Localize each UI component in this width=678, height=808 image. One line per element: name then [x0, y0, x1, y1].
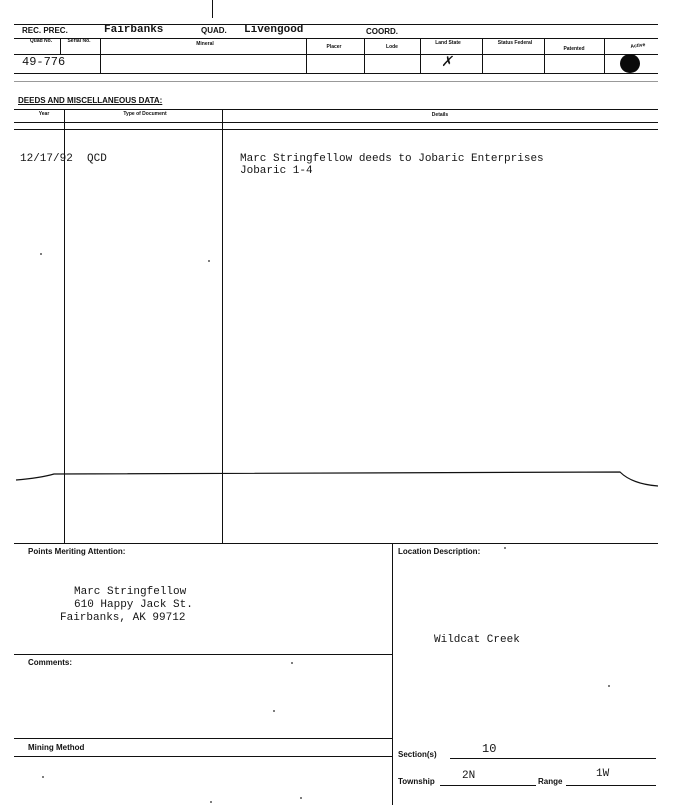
- col-lode: Lode: [386, 44, 398, 50]
- col-status-federal: Status Federal: [497, 40, 533, 46]
- scan-speck: [608, 685, 610, 687]
- comments-rule: [14, 654, 392, 655]
- points-line-2: 610 Happy Jack St.: [74, 599, 193, 611]
- points-label: Points Meriting Attention:: [28, 547, 126, 556]
- scan-speck: [273, 710, 275, 712]
- points-line-3: Fairbanks, AK 99712: [60, 612, 186, 624]
- rec-prec-value: Fairbanks: [104, 24, 164, 36]
- header-rule-faint: [14, 81, 658, 82]
- location-label: Location Description:: [398, 547, 481, 556]
- scan-speck: [42, 776, 44, 778]
- township-value: 2N: [462, 770, 476, 782]
- fold-line-decoration: [0, 466, 678, 496]
- deeds-rule-bottom: [14, 543, 658, 544]
- range-value: 1W: [596, 768, 610, 780]
- lower-divider: [392, 543, 393, 805]
- deeds-col-type: Type of Document: [123, 111, 167, 117]
- deed-year: 12/17/92: [20, 153, 73, 165]
- hdr-div-1: [60, 38, 61, 54]
- header-rule-bottom: [14, 73, 658, 74]
- mining-rule-2: [14, 756, 392, 757]
- deeds-col-details: Details: [431, 112, 449, 118]
- deed-details-line-1: Marc Stringfellow deeds to Jobaric Enterprises: [240, 153, 544, 165]
- location-value: Wildcat Creek: [434, 634, 520, 646]
- range-label: Range: [538, 777, 563, 786]
- scan-speck: [208, 260, 210, 262]
- scan-speck: [210, 801, 212, 803]
- hdr-div-3: [306, 38, 307, 73]
- quad-serial-value: 49-776: [22, 55, 66, 69]
- hdr-div-5: [420, 38, 421, 73]
- col-mineral: Mineral: [196, 41, 214, 47]
- deeds-section-title: DEEDS AND MISCELLANEOUS DATA:: [18, 96, 163, 105]
- mining-rule: [14, 738, 392, 739]
- township-underline: [440, 785, 536, 786]
- deed-type: QCD: [87, 153, 107, 165]
- quad-label: QUAD.: [201, 26, 227, 35]
- section-underline: [450, 758, 656, 759]
- deeds-rule-top: [14, 109, 658, 110]
- deeds-col-year: Year: [38, 111, 50, 117]
- col-serial-no: Serial No.: [67, 38, 91, 44]
- rec-prec-label: REC. PREC.: [22, 26, 68, 35]
- township-label: Township: [398, 777, 435, 786]
- top-tick-line: [212, 0, 213, 18]
- active-dot-icon: [620, 54, 640, 73]
- section-label: Section(s): [398, 750, 437, 759]
- header-rule-2: [14, 38, 658, 39]
- comments-label: Comments:: [28, 658, 73, 667]
- col-land-state: Land State: [435, 40, 461, 46]
- deed-details-line-2: Jobaric 1-4: [240, 165, 313, 177]
- mining-method-label: Mining Method: [28, 743, 85, 752]
- hdr-div-4: [364, 38, 365, 73]
- scan-speck: [291, 662, 293, 664]
- hdr-div-2: [100, 38, 101, 73]
- land-state-check-icon: ✗: [440, 54, 456, 70]
- header-rule-3: [14, 54, 658, 55]
- col-placer: Placer: [326, 44, 342, 50]
- range-underline: [566, 785, 656, 786]
- col-patented: Patented: [563, 46, 585, 52]
- scan-speck: [300, 797, 302, 799]
- section-value: 10: [482, 742, 497, 756]
- deeds-rule-head: [14, 122, 658, 123]
- col-active: Active: [630, 41, 646, 51]
- points-line-1: Marc Stringfellow: [74, 586, 187, 598]
- quad-value: Livengood: [244, 24, 304, 36]
- scan-speck: [504, 547, 506, 549]
- deeds-rule-head-2: [14, 129, 658, 130]
- scan-speck: [40, 253, 42, 255]
- col-quad-no: Quad No.: [29, 38, 53, 44]
- hdr-div-7: [544, 38, 545, 73]
- coord-label: COORD.: [366, 27, 398, 36]
- hdr-div-6: [482, 38, 483, 73]
- hdr-div-8: [604, 38, 605, 73]
